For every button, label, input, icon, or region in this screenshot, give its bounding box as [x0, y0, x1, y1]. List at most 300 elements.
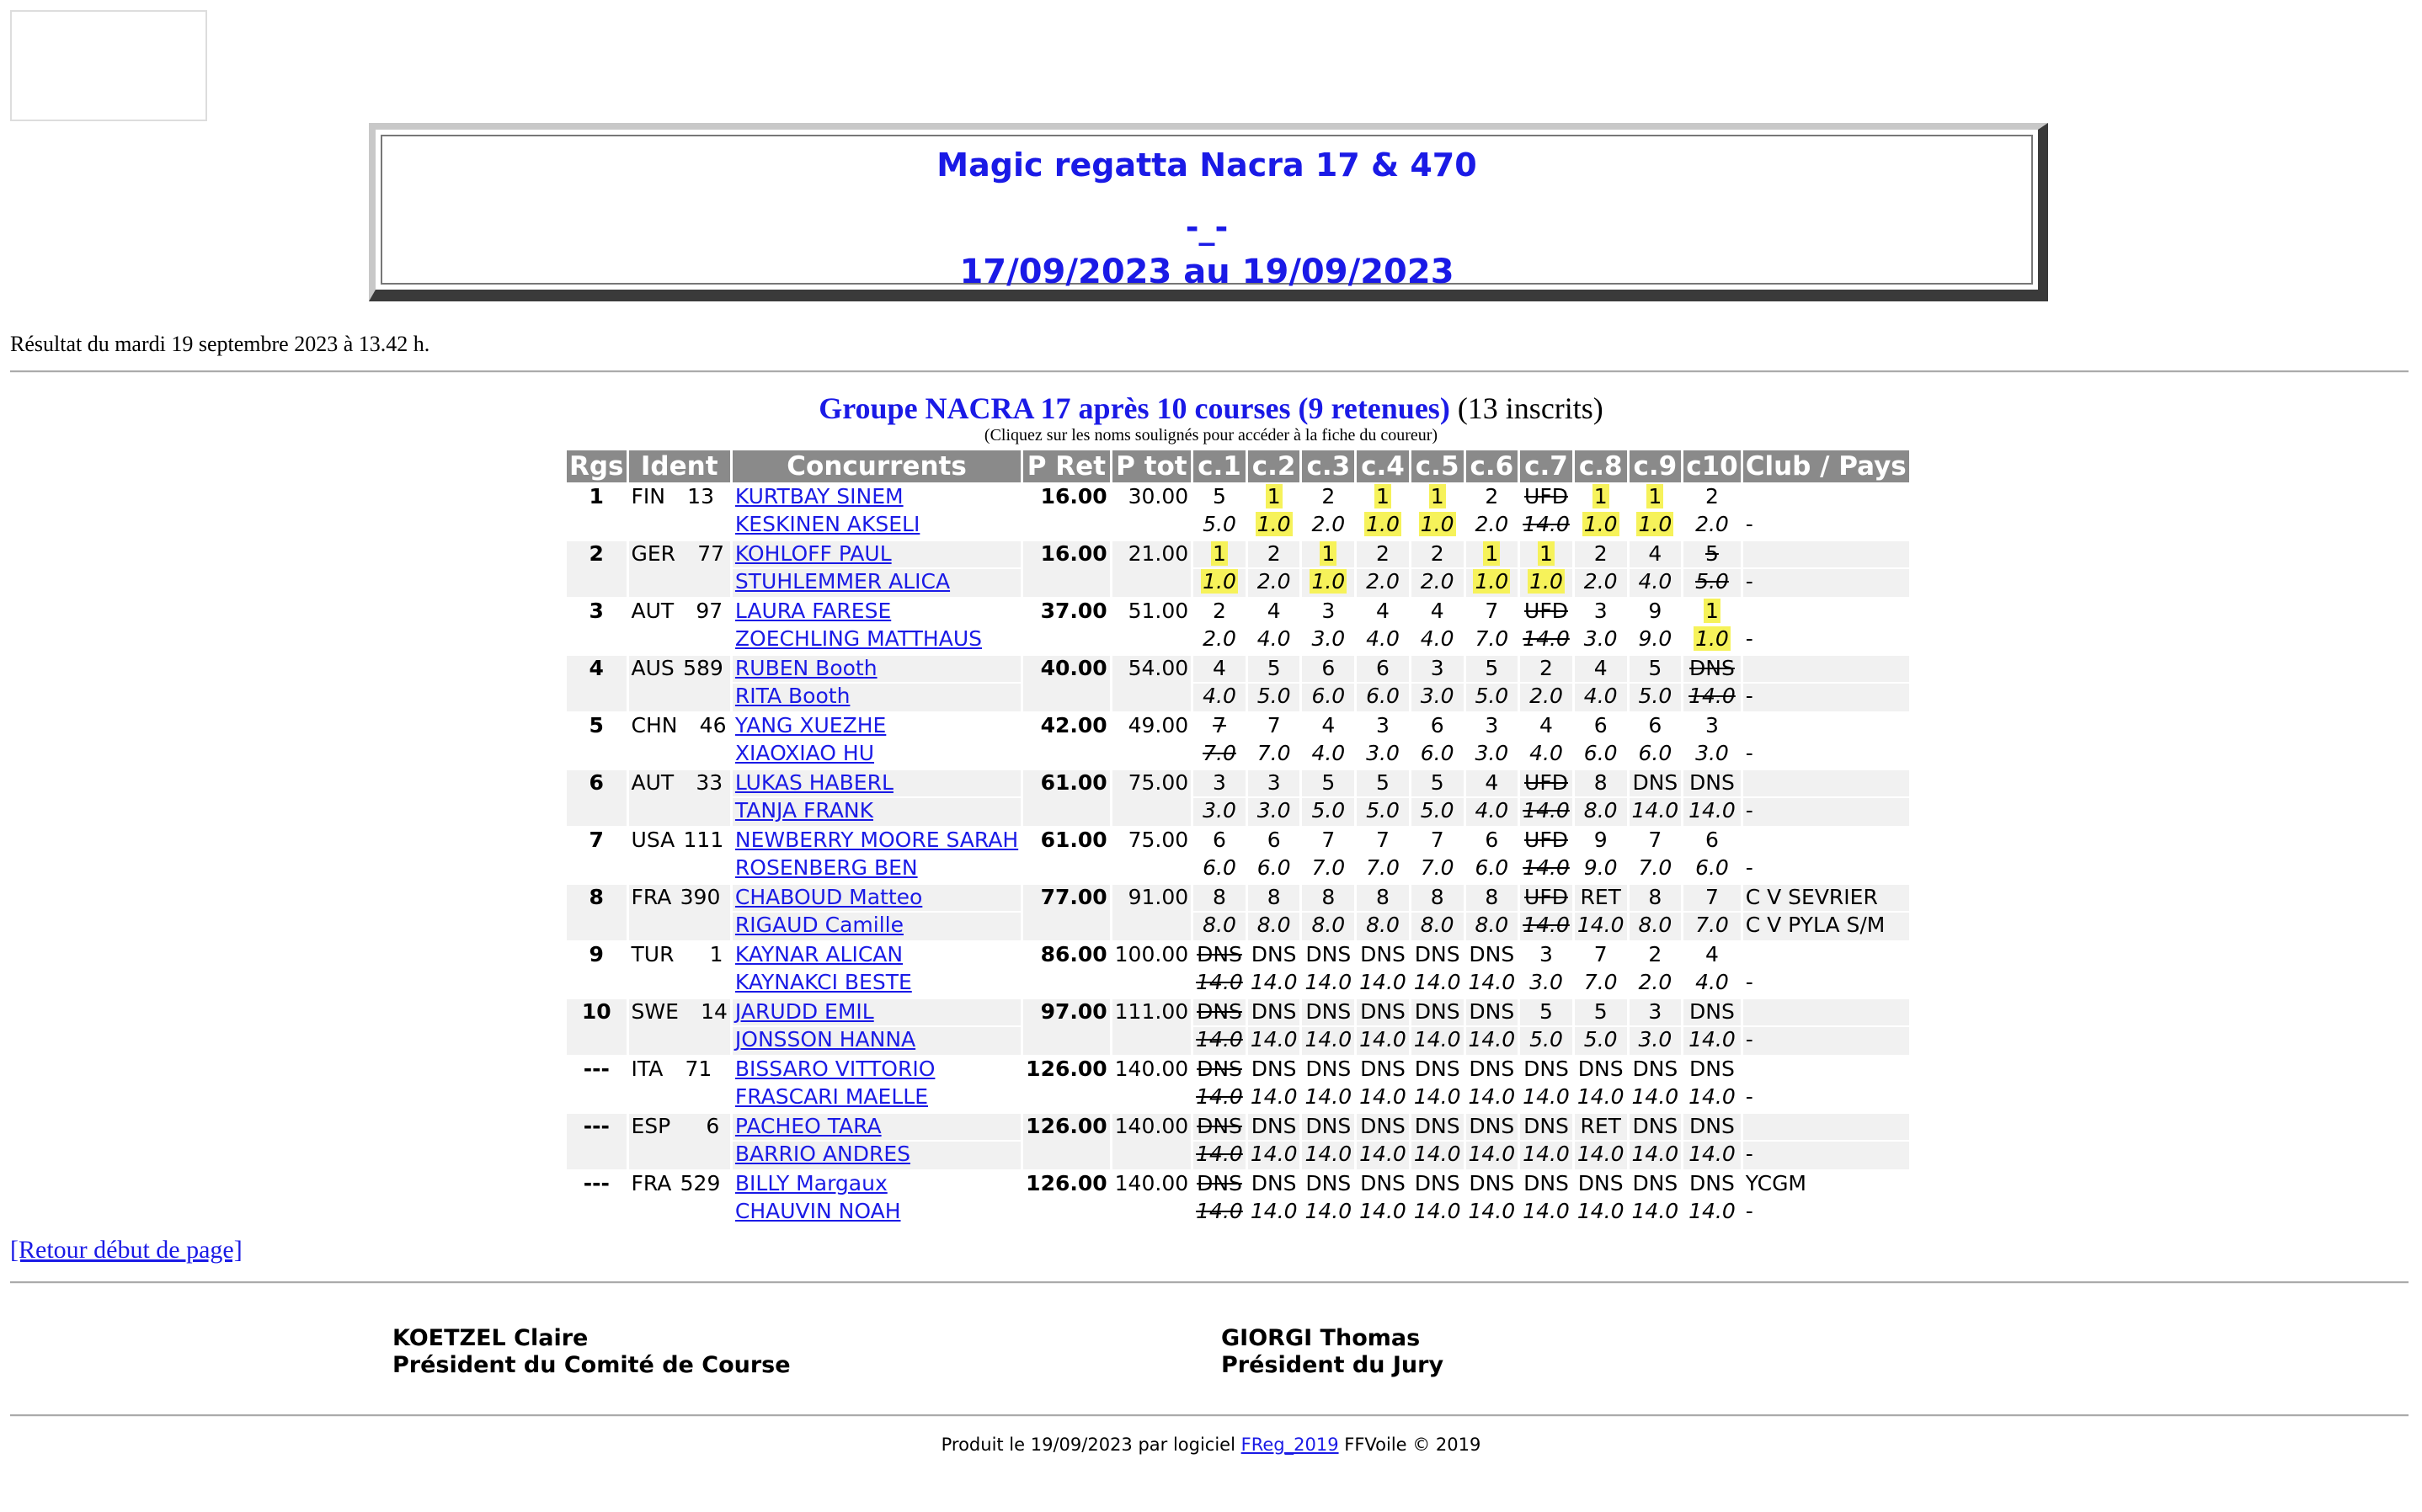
race-score-value: 5.0	[1529, 1027, 1563, 1051]
race-score-value: 14.0	[1413, 1142, 1461, 1166]
race-place-value: 9	[1593, 828, 1608, 852]
total-points: 30.00	[1128, 484, 1189, 508]
race-score	[1411, 855, 1464, 883]
race-score	[1683, 913, 1741, 940]
race-score-value: 5.0	[1311, 798, 1346, 823]
club-cell: C V PYLA S/M	[1743, 913, 1909, 940]
sail-number: 390	[680, 885, 721, 909]
race-place-value: RET	[1580, 885, 1621, 909]
race-score	[1520, 1027, 1572, 1055]
crew-name-link[interactable]: FRASCARI MAELLE	[734, 1084, 928, 1109]
divider	[10, 370, 2409, 373]
column-header: c.3	[1302, 450, 1354, 482]
ident-cell	[629, 999, 730, 1055]
table-row	[567, 541, 1909, 567]
helm-name-link[interactable]: CHABOUD Matteo	[734, 885, 923, 909]
race-place-value: 1	[1267, 484, 1281, 508]
competitor-cell	[733, 541, 1021, 567]
crew-name-link[interactable]: ZOECHLING MATTHAUS	[734, 626, 982, 651]
club-cell: -	[1745, 855, 1753, 880]
race-place-value: 4	[1539, 713, 1553, 737]
race-score	[1520, 741, 1572, 769]
race-place	[1520, 942, 1572, 968]
race-place	[1248, 1114, 1300, 1140]
race-place	[1466, 1114, 1518, 1140]
club-cell: -	[1745, 1199, 1753, 1223]
ident-cell	[629, 713, 730, 769]
crew-name-link[interactable]: ROSENBERG BEN	[734, 855, 918, 880]
competitor-cell	[733, 1084, 1021, 1112]
race-score	[1193, 512, 1246, 540]
race-score-value: 14.0	[1523, 855, 1570, 880]
race-score-value: 4.0	[1583, 684, 1618, 708]
race-score-value: 14.0	[1576, 1142, 1624, 1166]
race-place	[1683, 713, 1741, 739]
race-score	[1630, 1027, 1682, 1055]
race-place-value: 7	[1213, 713, 1226, 737]
table-body	[567, 484, 1909, 1227]
race-score	[1575, 1142, 1627, 1169]
race-score	[1302, 855, 1354, 883]
race-place-value: DNS	[1689, 656, 1735, 680]
race-place	[1302, 1114, 1354, 1140]
race-score-value: 8.0	[1203, 913, 1236, 937]
helm-name-link[interactable]: LUKAS HABERL	[734, 770, 894, 795]
crew-name-link[interactable]: KAYNAKCI BESTE	[734, 970, 912, 994]
race-place-value: DNS	[1251, 1114, 1297, 1138]
total-points: 75.00	[1112, 770, 1191, 826]
competitor-cell	[733, 484, 1021, 510]
rank-cell: 1	[589, 484, 604, 508]
click-hint: (Cliquez sur les noms soulignés pour accéder à la fiche du coureur)	[984, 426, 1438, 445]
race-score	[1575, 1199, 1627, 1227]
rank-cell: 10	[567, 999, 627, 1055]
race-place-value: 8	[1267, 885, 1281, 909]
helm-name-link[interactable]: LAURA FARESE	[734, 599, 892, 623]
race-place	[1466, 1171, 1518, 1197]
race-score	[1248, 855, 1300, 883]
race-place-value: DNS	[1305, 1171, 1352, 1195]
crew-name-link[interactable]: BARRIO ANDRES	[734, 1142, 910, 1166]
helm-name-link[interactable]: KURTBAY SINEM	[734, 484, 904, 508]
race-place	[1630, 1171, 1682, 1197]
total-points: 140.00	[1114, 1171, 1189, 1195]
race-place-value: 3	[1648, 999, 1662, 1024]
race-place	[1683, 828, 1741, 854]
race-score	[1466, 970, 1518, 998]
footer-suffix: FFVoile © 2019	[1344, 1435, 1481, 1455]
race-place-value: 2	[1267, 541, 1281, 566]
race-score-value: 2.0	[1638, 970, 1672, 994]
race-score	[1520, 1084, 1572, 1112]
race-score	[1575, 626, 1627, 654]
signature-role: Président du Jury	[1221, 1352, 1444, 1378]
race-place-value: DNS	[1632, 770, 1678, 795]
race-score-value: 14.0	[1468, 1084, 1516, 1109]
race-score-value: 14.0	[1631, 1199, 1679, 1223]
race-place-value: 8	[1593, 770, 1608, 795]
race-place	[1575, 1114, 1627, 1140]
race-place-value: 8	[1376, 885, 1390, 909]
race-score	[1248, 569, 1300, 597]
race-place	[1411, 942, 1464, 968]
race-place	[1302, 656, 1354, 682]
race-score-value: 5.0	[1366, 798, 1400, 823]
race-place	[1302, 828, 1354, 854]
race-place	[1357, 885, 1409, 911]
column-header: P tot	[1112, 450, 1191, 482]
helm-name-link[interactable]: JARUDD EMIL	[734, 999, 874, 1024]
race-score	[1193, 970, 1246, 998]
race-place	[1193, 484, 1246, 510]
net-points: 126.00	[1026, 1171, 1107, 1195]
race-place	[1193, 828, 1246, 854]
race-place-value: UFD	[1524, 885, 1568, 909]
race-place	[1683, 770, 1741, 796]
race-place	[1248, 828, 1300, 854]
race-score-value: 5.0	[1638, 684, 1672, 708]
race-place-value: DNS	[1523, 1057, 1569, 1081]
race-score	[1193, 1027, 1246, 1055]
race-place	[1683, 885, 1741, 911]
race-place-value: 4	[1704, 942, 1719, 966]
race-score-value: 14.0	[1250, 1027, 1298, 1051]
race-score	[1630, 855, 1682, 883]
table-row-crew	[567, 626, 1909, 654]
race-place-value: DNS	[1689, 1057, 1735, 1081]
race-score-value: 14.0	[1631, 1084, 1679, 1109]
race-place-value: 1	[1430, 484, 1444, 508]
race-score	[1411, 569, 1464, 597]
club-cell: -	[1745, 741, 1753, 765]
competitor-cell	[733, 713, 1021, 739]
race-score	[1466, 798, 1518, 826]
helm-name-link[interactable]: BISSARO VITTORIO	[734, 1057, 936, 1081]
helm-name-link[interactable]: NEWBERRY MOORE SARAH	[734, 828, 1019, 852]
race-place	[1357, 999, 1409, 1025]
race-place-value: 4	[1213, 656, 1226, 680]
nation-code: FIN	[631, 484, 665, 508]
race-place-value: UFD	[1524, 770, 1568, 795]
helm-name-link[interactable]: RUBEN Booth	[734, 656, 878, 680]
race-score-value: 14.0	[1523, 798, 1570, 823]
competitor-cell	[733, 684, 1021, 711]
race-score	[1357, 569, 1409, 597]
column-header: c.1	[1193, 450, 1246, 482]
sail-number: 6	[706, 1114, 720, 1138]
race-score-value: 14.0	[1631, 798, 1679, 823]
race-score	[1683, 1027, 1741, 1055]
race-place-value: DNS	[1360, 999, 1406, 1024]
race-place-value: 4	[1430, 599, 1444, 623]
race-place-value: 4	[1593, 656, 1608, 680]
race-place	[1630, 942, 1682, 968]
race-place-value: DNS	[1414, 1114, 1460, 1138]
race-score-value: 2.0	[1256, 569, 1291, 594]
nation-code: FRA	[631, 885, 672, 909]
table-row-crew	[567, 569, 1909, 597]
race-place-value: 2	[1593, 541, 1608, 566]
net-points: 16.00	[1040, 484, 1107, 508]
race-place-value: 6	[1321, 656, 1336, 680]
race-place-value: 5	[1539, 999, 1553, 1024]
race-score-value: 14.0	[1304, 970, 1352, 994]
club-cell	[1743, 541, 1909, 567]
race-place	[1193, 999, 1246, 1025]
race-score	[1520, 626, 1572, 654]
race-score	[1411, 970, 1464, 998]
race-place	[1466, 656, 1518, 682]
race-score-value: 6.0	[1638, 741, 1672, 765]
race-place-value: UFD	[1524, 484, 1568, 508]
race-score	[1466, 913, 1518, 940]
race-place	[1248, 1057, 1300, 1083]
race-score	[1466, 1027, 1518, 1055]
group-name: Groupe NACRA 17 après 10 courses (9 retenues)	[819, 391, 1450, 425]
race-score-value: 14.0	[1304, 1199, 1352, 1223]
race-score-value: 14.0	[1468, 970, 1516, 994]
race-place	[1520, 599, 1572, 625]
race-place-value: 4	[1648, 541, 1662, 566]
race-place-value: 2	[1539, 656, 1553, 680]
race-score	[1302, 1199, 1354, 1227]
race-place	[1193, 885, 1246, 911]
helm-name-link[interactable]: PACHEO TARA	[734, 1114, 882, 1138]
race-place	[1630, 484, 1682, 510]
race-score	[1466, 626, 1518, 654]
race-score-value: 6.0	[1256, 855, 1291, 880]
helm-name-link[interactable]: YANG XUEZHE	[734, 713, 887, 737]
table-row	[567, 999, 1909, 1025]
sail-number: 1	[709, 942, 723, 966]
race-score-value: 3.0	[1695, 741, 1729, 765]
race-place-value: DNS	[1469, 1057, 1515, 1081]
ident-cell	[629, 1114, 730, 1169]
race-place-value: 7	[1593, 942, 1608, 966]
race-place-value: 5	[1213, 484, 1226, 508]
rank-cell: 6	[567, 770, 627, 826]
crew-name-link[interactable]: JONSSON HANNA	[734, 1027, 916, 1051]
table-row-crew	[567, 913, 1909, 940]
race-place	[1466, 541, 1518, 567]
race-score-value: 7.0	[1638, 855, 1672, 880]
race-score-value: 2.0	[1311, 512, 1346, 536]
crew-name-link[interactable]: TANJA FRANK	[734, 798, 873, 823]
race-place-value: DNS	[1523, 1171, 1569, 1195]
race-score-value: 14.0	[1196, 1199, 1243, 1223]
race-place	[1248, 942, 1300, 968]
race-place-value: 4	[1376, 599, 1390, 623]
race-score-value: 14.0	[1468, 1027, 1516, 1051]
race-score	[1411, 913, 1464, 940]
race-score-value: 4.0	[1475, 798, 1509, 823]
divider	[10, 1281, 2409, 1284]
club-cell	[1743, 999, 1909, 1025]
race-score-value: 4.0	[1529, 741, 1563, 765]
results-table	[564, 449, 1912, 1228]
race-score-value: 14.0	[1359, 1199, 1406, 1223]
race-place-value: 6	[1593, 713, 1608, 737]
race-place-value: DNS	[1251, 1057, 1297, 1081]
race-place-value: DNS	[1577, 1057, 1624, 1081]
club-cell	[1743, 656, 1909, 682]
race-place	[1630, 1114, 1682, 1140]
race-place	[1520, 484, 1572, 510]
race-place-value: 3	[1430, 656, 1444, 680]
race-score-value: 14.0	[1359, 970, 1406, 994]
race-score	[1466, 855, 1518, 883]
race-score-value: 14.0	[1523, 1084, 1570, 1109]
race-score	[1520, 798, 1572, 826]
race-place	[1466, 828, 1518, 854]
club-cell	[1743, 770, 1909, 796]
race-score-value: 4.0	[1695, 970, 1729, 994]
race-place	[1357, 942, 1409, 968]
ident-cell	[629, 885, 730, 940]
race-score	[1520, 1142, 1572, 1169]
club-cell: YCGM	[1745, 1171, 1807, 1195]
race-place-value: 9	[1648, 599, 1662, 623]
race-place	[1357, 1114, 1409, 1140]
race-place-value: DNS	[1469, 999, 1515, 1024]
race-place-value: 8	[1213, 885, 1226, 909]
race-place-value: 5	[1267, 656, 1281, 680]
race-score	[1466, 1199, 1518, 1227]
race-score-value: 3.0	[1529, 970, 1563, 994]
helm-name-link[interactable]: KOHLOFF PAUL	[734, 541, 892, 566]
race-score	[1575, 970, 1627, 998]
race-place	[1575, 484, 1627, 510]
race-score-value: 1.0	[1256, 512, 1291, 536]
race-place-value: 3	[1213, 770, 1226, 795]
net-points: 40.00	[1023, 656, 1109, 711]
race-score	[1248, 741, 1300, 769]
race-place-value: 2	[1321, 484, 1336, 508]
race-place-value: 3	[1321, 599, 1336, 623]
race-score-value: 6.0	[1583, 741, 1618, 765]
software-link[interactable]: FReg_2019	[1240, 1435, 1339, 1455]
race-place	[1575, 942, 1627, 968]
race-place-value: DNS	[1632, 1171, 1678, 1195]
race-place	[1193, 770, 1246, 796]
race-score	[1193, 741, 1246, 769]
race-place	[1466, 1057, 1518, 1083]
race-place	[1248, 541, 1300, 567]
column-header: P Ret	[1023, 450, 1109, 482]
competitor-cell	[733, 942, 1021, 968]
race-place	[1357, 484, 1409, 510]
race-score-value: 4.0	[1256, 626, 1291, 651]
table-row	[567, 656, 1909, 682]
crew-name-link[interactable]: STUHLEMMER ALICA	[734, 569, 951, 594]
club-cell: -	[1745, 1084, 1753, 1109]
race-place	[1411, 656, 1464, 682]
race-place	[1466, 942, 1518, 968]
crew-name-link[interactable]: CHAUVIN NOAH	[734, 1199, 901, 1223]
helm-name-link[interactable]: KAYNAR ALICAN	[734, 942, 904, 966]
race-place-value: DNS	[1305, 1114, 1352, 1138]
race-place-value: 6	[1267, 828, 1281, 852]
table-row	[567, 770, 1909, 796]
competitor-cell	[733, 999, 1021, 1025]
competitor-cell	[733, 569, 1021, 597]
race-score-value: 6.0	[1475, 855, 1509, 880]
race-place	[1630, 885, 1682, 911]
race-score-value: 7.0	[1420, 855, 1454, 880]
column-header: c.2	[1248, 450, 1300, 482]
race-score-value: 4.0	[1366, 626, 1400, 651]
crew-name-link[interactable]: XIAOXIAO HU	[734, 741, 875, 765]
race-place-value: DNS	[1414, 999, 1460, 1024]
race-score	[1193, 1142, 1246, 1169]
race-score-value: 5.0	[1203, 512, 1236, 536]
table-row	[567, 1057, 1909, 1083]
crew-name-link[interactable]: RITA Booth	[734, 684, 851, 708]
race-score-value: 14.0	[1196, 1084, 1243, 1109]
race-score	[1575, 913, 1627, 940]
race-score-value: 6.0	[1420, 741, 1454, 765]
race-score-value: 5.0	[1475, 684, 1509, 708]
column-header: c10	[1683, 450, 1741, 482]
sail-number: 77	[697, 541, 725, 566]
race-score	[1248, 512, 1300, 540]
race-place	[1630, 1057, 1682, 1083]
race-place-value: DNS	[1469, 1114, 1515, 1138]
race-score	[1193, 684, 1246, 711]
nation-code: AUS	[631, 656, 675, 680]
helm-name-link[interactable]: BILLY Margaux	[734, 1171, 888, 1195]
race-place	[1411, 541, 1464, 567]
club-cell	[1743, 942, 1909, 968]
race-score-value: 5.0	[1256, 684, 1291, 708]
race-place-value: DNS	[1469, 942, 1515, 966]
club-cell	[1743, 1114, 1909, 1140]
race-place	[1520, 999, 1572, 1025]
race-score	[1193, 855, 1246, 883]
race-place	[1466, 713, 1518, 739]
race-place-value: DNS	[1577, 1171, 1624, 1195]
table-row-crew	[567, 1199, 1909, 1227]
race-score-value: 7.0	[1366, 855, 1400, 880]
table-row-crew	[567, 512, 1909, 540]
total-points: 54.00	[1112, 656, 1191, 711]
race-place-value: 7	[1485, 599, 1499, 623]
race-score-value: 14.0	[1413, 1199, 1461, 1223]
race-score-value: 14.0	[1304, 1142, 1352, 1166]
crew-name-link[interactable]: RIGAUD Camille	[734, 913, 904, 937]
race-place-value: 5	[1593, 999, 1608, 1024]
race-place-value: DNS	[1360, 1057, 1406, 1081]
race-place-value: 1	[1648, 484, 1662, 508]
race-place-value: DNS	[1305, 1057, 1352, 1081]
race-score	[1683, 798, 1741, 826]
race-score-value: 1.0	[1583, 512, 1618, 536]
race-score	[1411, 798, 1464, 826]
race-place	[1302, 713, 1354, 739]
divider	[10, 1414, 2409, 1417]
back-to-top-link[interactable]: [Retour début de page]	[10, 1236, 243, 1264]
race-score-value: 14.0	[1304, 1027, 1352, 1051]
race-place	[1575, 599, 1627, 625]
race-score-value: 3.0	[1583, 626, 1618, 651]
crew-name-link[interactable]: KESKINEN AKSELI	[734, 512, 920, 536]
race-score-value: 8.0	[1475, 913, 1509, 937]
race-score-value: 3.0	[1203, 798, 1236, 823]
race-score	[1193, 798, 1246, 826]
race-score-value: 14.0	[1359, 1142, 1406, 1166]
race-place-value: 7	[1376, 828, 1390, 852]
race-score	[1630, 1084, 1682, 1112]
